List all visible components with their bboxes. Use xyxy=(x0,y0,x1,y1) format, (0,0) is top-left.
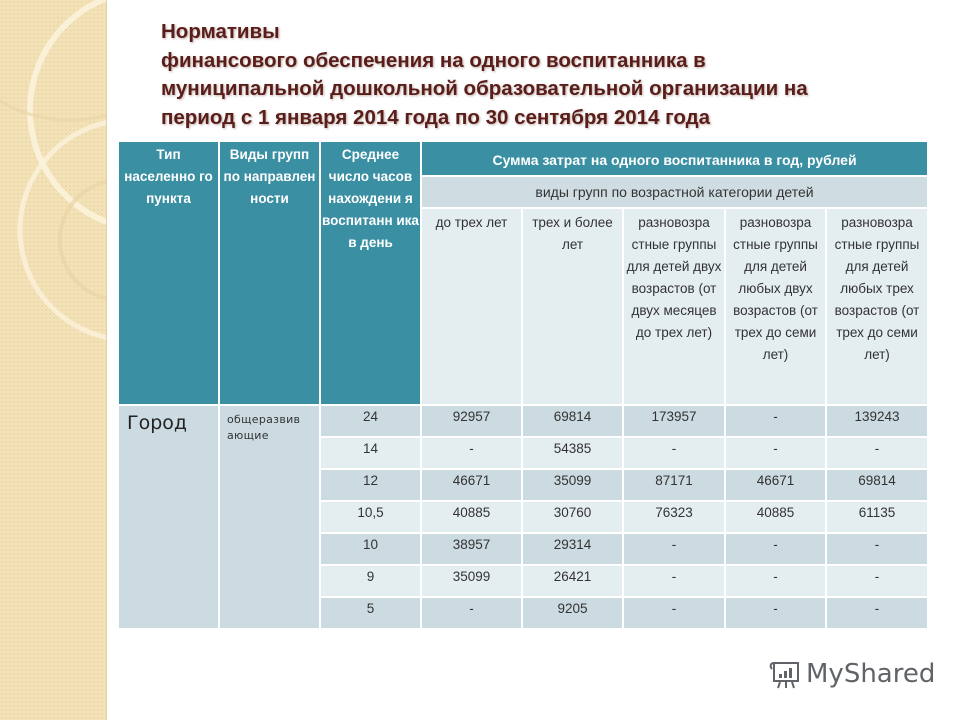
value-cell: - xyxy=(725,405,826,437)
value-cell: 69814 xyxy=(826,469,928,501)
group-kind-cell: общеразвив ающие xyxy=(219,405,320,629)
value-cell: - xyxy=(725,437,826,469)
value-cell: - xyxy=(623,533,725,565)
value-cell: 173957 xyxy=(623,405,725,437)
value-cell: 87171 xyxy=(623,469,725,501)
value-cell: 40885 xyxy=(421,501,522,533)
value-cell: - xyxy=(725,565,826,597)
value-cell: - xyxy=(623,565,725,597)
value-cell: 35099 xyxy=(421,565,522,597)
value-cell: 26421 xyxy=(522,565,623,597)
value-cell: 35099 xyxy=(522,469,623,501)
title-line-3: муниципальной дошкольной образовательной организации на xyxy=(161,77,808,100)
decorative-circles-icon xyxy=(0,0,107,720)
watermark-text: MyShared xyxy=(806,659,936,689)
value-cell: 29314 xyxy=(522,533,623,565)
value-cell: - xyxy=(826,597,928,629)
decorative-side-strip xyxy=(0,0,107,720)
title-line-1: Нормативы xyxy=(161,20,280,43)
norms-table xyxy=(117,140,929,630)
value-cell: - xyxy=(826,565,928,597)
presentation-board-icon xyxy=(768,657,802,691)
header-age-groups: виды групп по возрастной категории детей xyxy=(421,176,928,208)
hours-cell: 14 xyxy=(320,437,421,469)
value-cell: 92957 xyxy=(421,405,522,437)
header-mixed-two-ages: разновозра стные группы для детей любых двух возрастов (от трех до семи лет) xyxy=(725,208,826,405)
hours-cell: 9 xyxy=(320,565,421,597)
value-cell: 46671 xyxy=(421,469,522,501)
settlement-cell: Город xyxy=(118,405,219,629)
value-cell: - xyxy=(623,597,725,629)
header-avg-hours: Среднее число часов нахождени я воспитанн ика в день xyxy=(320,141,421,405)
value-cell: 76323 xyxy=(623,501,725,533)
value-cell: 61135 xyxy=(826,501,928,533)
title-line-4: период с 1 января 2014 года по 30 сентября 2014 года xyxy=(161,105,711,129)
header-sum-costs: Сумма затрат на одного воспитанника в год, рублей xyxy=(421,141,928,176)
value-cell: 46671 xyxy=(725,469,826,501)
header-mixed-three-ages: разновозра стные группы для детей любых трех возрастов (от трех до семи лет) xyxy=(826,208,928,405)
value-cell: - xyxy=(421,597,522,629)
value-cell: 40885 xyxy=(725,501,826,533)
hours-cell: 10 xyxy=(320,533,421,565)
hours-cell: 12 xyxy=(320,469,421,501)
value-cell: 139243 xyxy=(826,405,928,437)
value-cell: - xyxy=(421,437,522,469)
value-cell: 30760 xyxy=(522,501,623,533)
header-age-under-three: до трех лет xyxy=(421,208,522,405)
value-cell: - xyxy=(725,597,826,629)
value-cell: - xyxy=(826,437,928,469)
title-line-2: финансового обеспечения на одного воспитанника в xyxy=(161,48,706,72)
header-group-kind: Виды групп по направлен ности xyxy=(219,141,320,405)
header-mixed-two-ages-infant: разновозра стные группы для детей двух возрастов (от двух месяцев до трех лет) xyxy=(623,208,725,405)
hours-cell: 24 xyxy=(320,405,421,437)
value-cell: - xyxy=(623,437,725,469)
header-age-three-plus: трех и более лет xyxy=(522,208,623,405)
table-row xyxy=(118,405,928,437)
value-cell: 9205 xyxy=(522,597,623,629)
header-settlement-type: Тип населенно го пункта xyxy=(118,141,219,405)
value-cell: 38957 xyxy=(421,533,522,565)
value-cell: 69814 xyxy=(522,405,623,437)
hours-cell: 5 xyxy=(320,597,421,629)
value-cell: 54385 xyxy=(522,437,623,469)
myshared-watermark xyxy=(768,656,935,692)
value-cell: - xyxy=(725,533,826,565)
hours-cell: 10,5 xyxy=(320,501,421,533)
value-cell: - xyxy=(826,533,928,565)
page-title xyxy=(161,18,941,132)
